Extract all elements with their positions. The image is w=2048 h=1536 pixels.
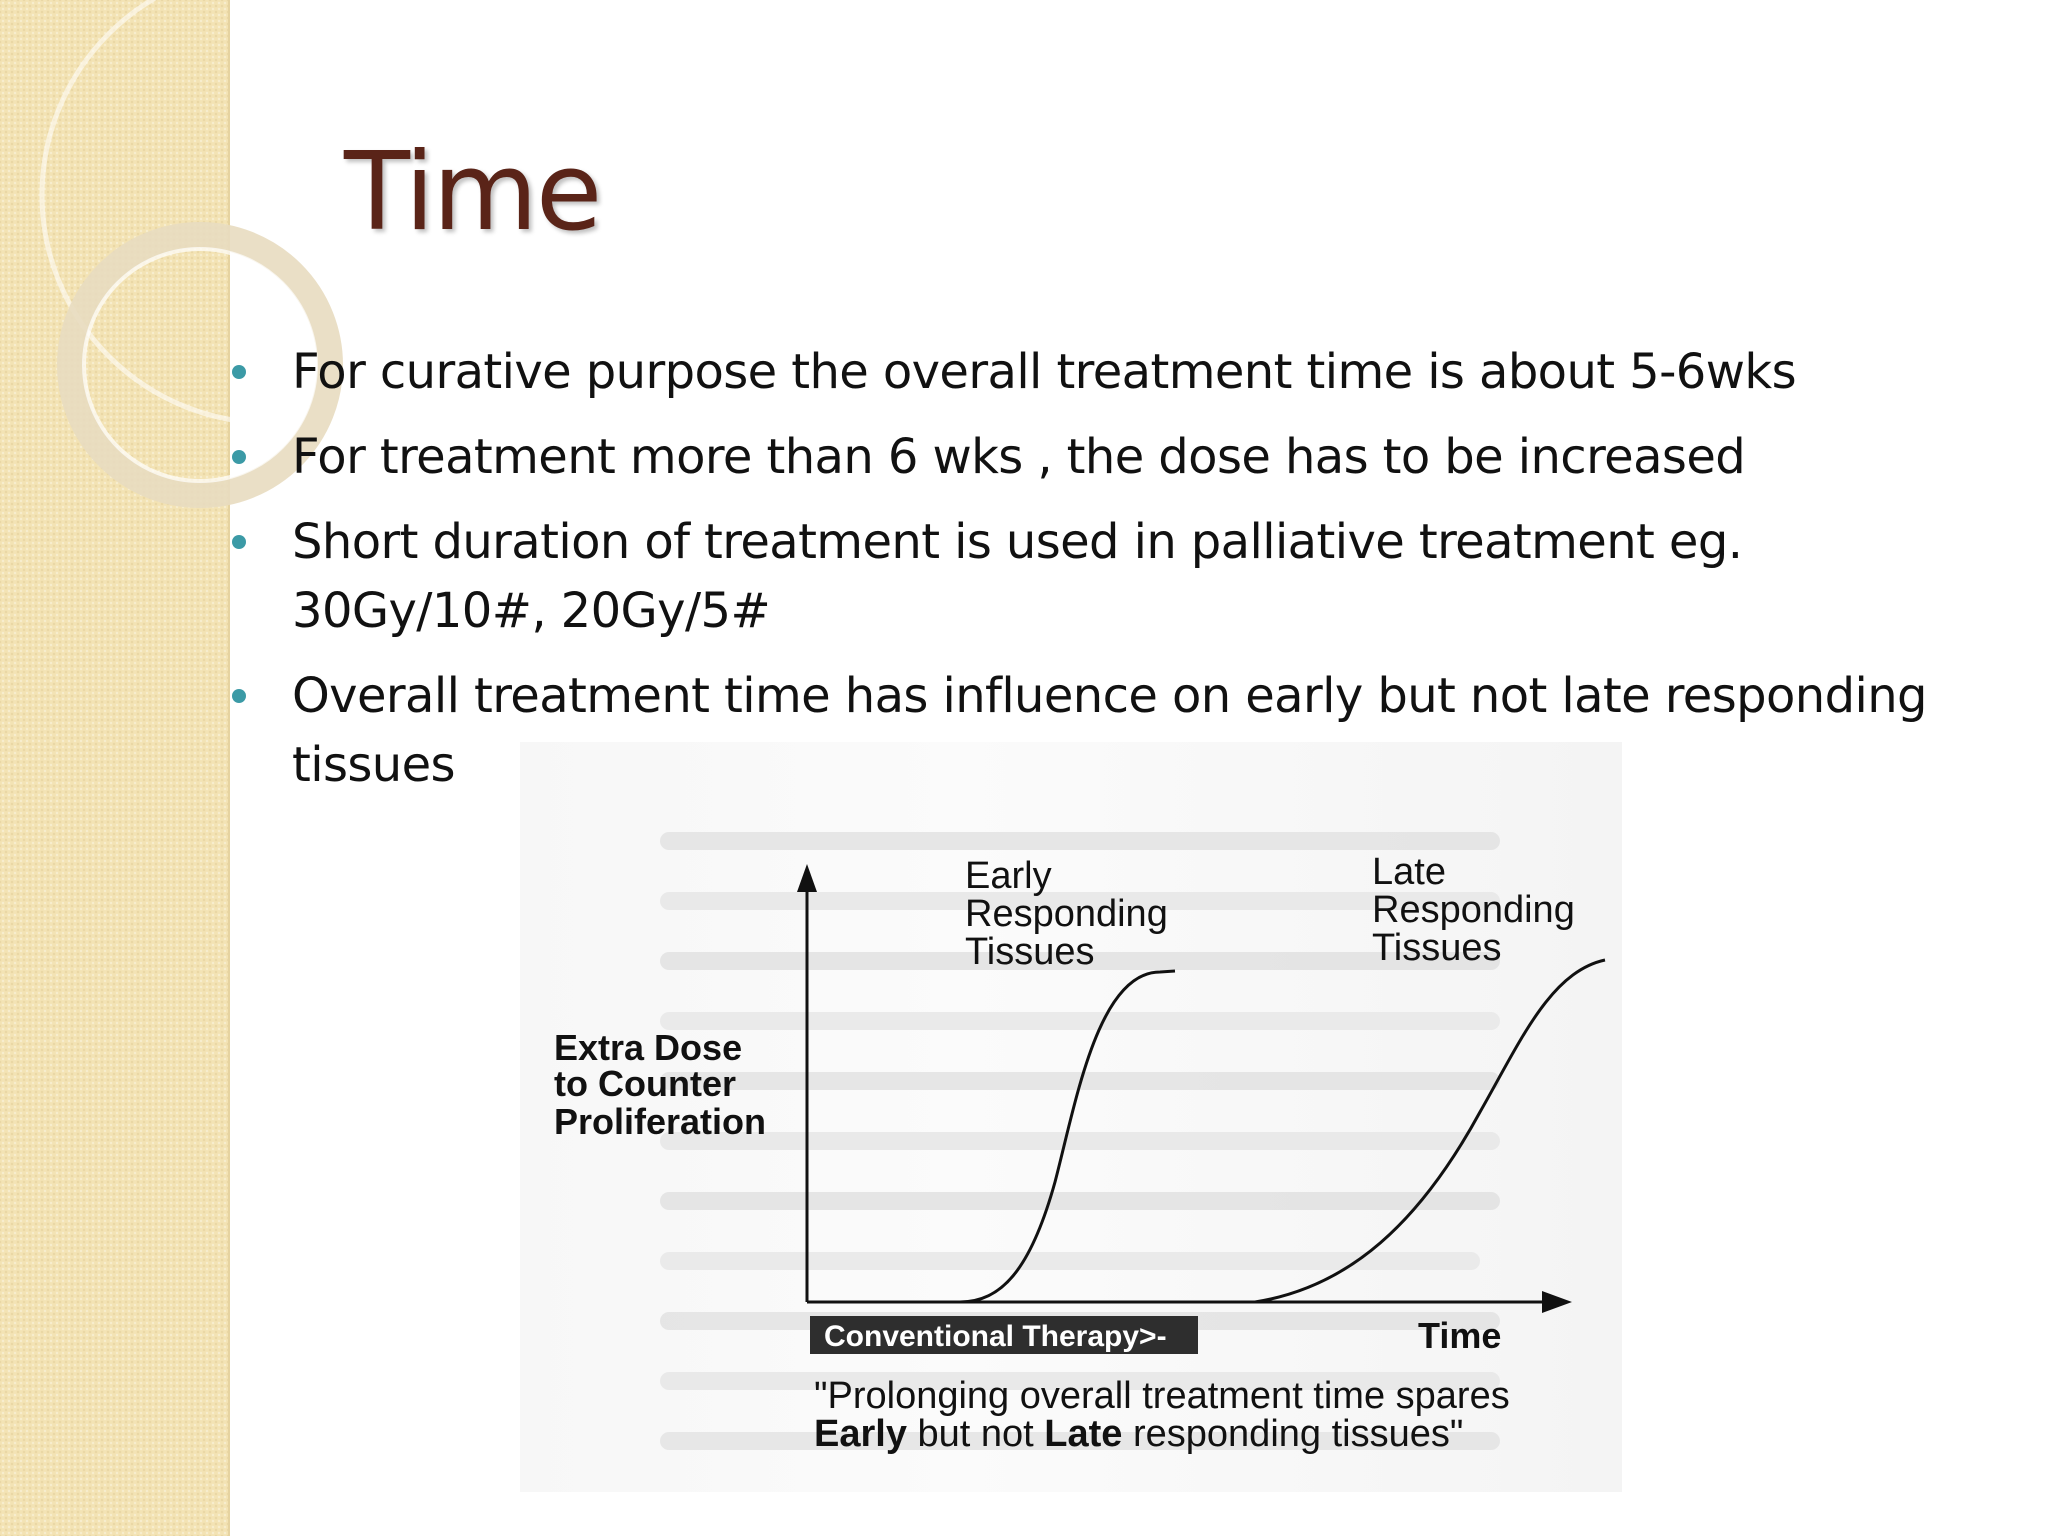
late-label: Late Responding Tissues	[1372, 851, 1575, 969]
schematic-figure	[520, 742, 1622, 1492]
caption-line-2: Early but not Late responding tissues"	[814, 1413, 1464, 1455]
ghost-line	[660, 1192, 1500, 1210]
ghost-line	[660, 1132, 1500, 1150]
therapy-bar-label: Conventional Therapy>-	[824, 1320, 1167, 1353]
bullet-text: For curative purpose the overall treatment time is about 5-6wks	[292, 344, 1797, 400]
bullet-dot-icon	[232, 535, 246, 549]
ghost-line	[660, 832, 1500, 850]
bullet-text: For treatment more than 6 wks , the dose has to be increased	[292, 429, 1746, 485]
bullet-dot-icon	[232, 689, 246, 703]
y-axis-arrow-icon	[797, 864, 817, 892]
early-label: Early Responding Tissues	[965, 855, 1168, 973]
slide-title: Time	[344, 130, 601, 255]
bullet-item	[232, 338, 2002, 407]
late-curve	[1255, 960, 1605, 1302]
ghost-line	[660, 1012, 1500, 1030]
caption-line-1: "Prolonging overall treatment time spares	[814, 1375, 1510, 1417]
sidebar-decoration	[0, 0, 230, 1536]
figure-canvas	[520, 742, 1622, 1492]
x-axis-label: Time	[1418, 1315, 1502, 1356]
y-axis-label: Extra Dose to Counter Proliferation	[554, 1027, 767, 1142]
bullet-item	[232, 423, 2002, 492]
bullet-text: Overall treatment time has influence on early but not late responding tissues	[292, 668, 1927, 793]
bullet-text: Short duration of treatment is used in palliative treatment eg. 30Gy/10#, 20Gy/5#	[292, 514, 1743, 639]
bullet-dot-icon	[232, 365, 246, 379]
x-axis-arrow-icon	[1542, 1291, 1572, 1313]
bullet-item	[232, 508, 2002, 646]
bullet-dot-icon	[232, 450, 246, 464]
